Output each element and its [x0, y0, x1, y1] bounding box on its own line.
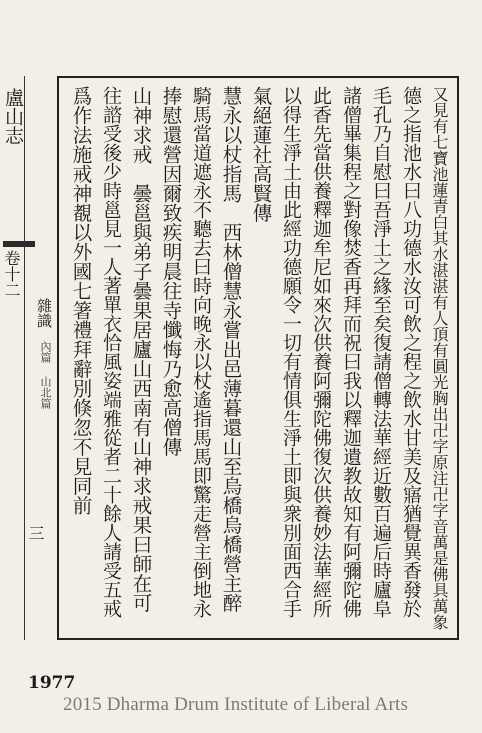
text-column: 山神求戒 曇邕與弟子曇果居廬山西南有山神求戒果曰師在可	[129, 86, 153, 613]
volume-band	[3, 241, 35, 247]
sub-note: 內篇 山北篇	[39, 341, 52, 409]
page-marker: 三	[26, 525, 45, 541]
text-column: 以得生淨土由此經功德願令一切有情俱生淨土即與衆別面西合手	[280, 86, 302, 618]
volume-label: 卷十二	[2, 250, 21, 298]
watermark: 2015 Dharma Drum Institute of Liberal Arts	[63, 694, 409, 715]
text-column: 氣絕蓮社高賢傳	[249, 86, 273, 223]
book-title: 盧山志	[2, 88, 24, 145]
text-column: 德之指池水曰八功德水汝可飲之程之飲水甘美及寤猶覺異香發於	[400, 86, 422, 618]
text-column: 諸僧畢集程之對像焚香再拜而祝曰我以釋迦遺教故知有阿彌陀佛	[340, 86, 362, 618]
text-column: 騎馬當道遮永不聽去曰時向晚永以杖遙指馬馬即驚走營主倒地永	[190, 86, 212, 618]
text-column: 往諮受後少時邕見一人著單衣恰風姿端雅從者二十餘人請受五戒	[100, 86, 122, 618]
text-column: 此香先當供養釋迦牟尼如來次供養阿彌陀佛復次供養妙法華經所	[310, 86, 332, 618]
margin-rule	[24, 76, 25, 640]
text-column: 又見有七寶池蓮青白其水湛湛有人頂有圓光胸出卍字原注卍字音萬是佛具萬象	[430, 86, 449, 630]
section-label: 雜識	[35, 298, 53, 328]
text-column: 捧慰還營因爾致疾明晨往寺懺悔乃愈高僧傳	[159, 86, 183, 457]
text-column: 毛孔乃自慰曰吾淨土之緣至矣復請僧轉法華經近數百遍后時廬阜	[370, 86, 392, 618]
text-column: 爲作法施戒神覩以外國七箸禮拜辭別倏忽不見同前	[69, 86, 93, 515]
text-column: 慧永以杖指馬 西林僧慧永嘗出邑薄暮還山至烏橋烏橋營主醉	[219, 86, 243, 613]
page-number: 1977	[28, 673, 76, 693]
